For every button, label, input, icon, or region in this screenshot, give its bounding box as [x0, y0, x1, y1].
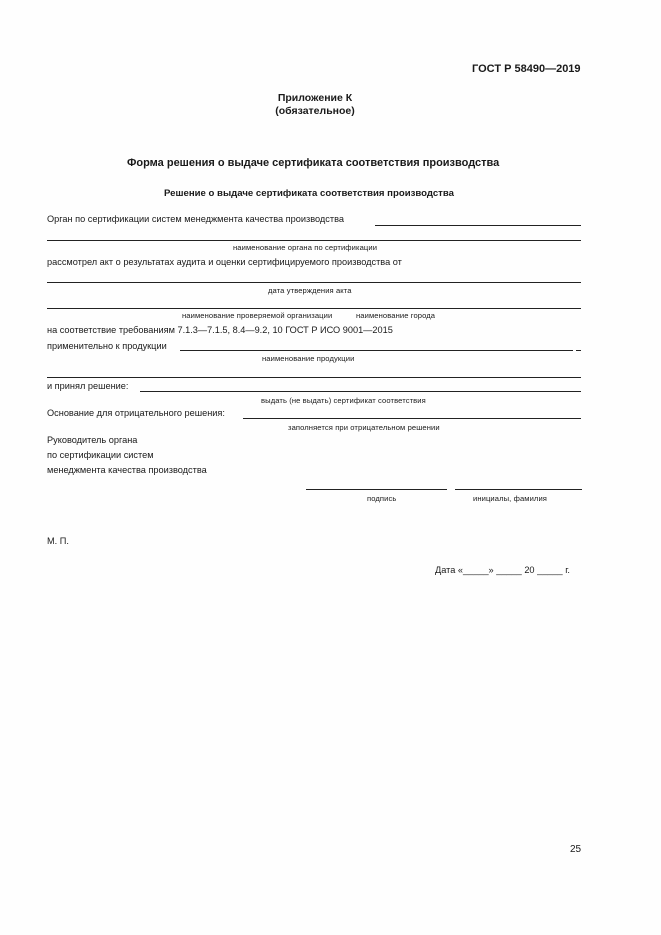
- caption-name: инициалы, фамилия: [473, 494, 548, 503]
- act-date-field[interactable]: [47, 282, 581, 283]
- caption-negative-reason: заполняется при отрицательном решении: [288, 423, 440, 432]
- form-subtitle: Решение о выдаче сертификата соответствия производства: [164, 188, 454, 199]
- caption-organization: наименование проверяемой организации: [182, 311, 333, 320]
- caption-signature: подпись: [367, 494, 397, 503]
- decision-label: и принял решение:: [47, 381, 129, 391]
- product-field-end: [576, 350, 581, 351]
- certification-body-label: Орган по сертификации систем менеджмента качества производства: [47, 214, 344, 224]
- certification-body-field-continued[interactable]: [47, 240, 581, 241]
- stamp-placeholder: М. П.: [47, 536, 69, 546]
- standard-number: ГОСТ Р 58490—2019: [472, 63, 581, 75]
- decision-field[interactable]: [140, 391, 581, 392]
- caption-certification-body: наименование органа по сертификации: [233, 243, 378, 252]
- caption-product: наименование продукции: [262, 354, 355, 363]
- appendix-subtitle: (обязательное): [275, 105, 355, 117]
- page-number: 25: [570, 844, 582, 855]
- caption-act-date: дата утверждения акта: [268, 286, 352, 295]
- product-field[interactable]: [180, 350, 573, 351]
- product-field-continued[interactable]: [47, 377, 581, 378]
- signer-line-1: Руководитель органа: [47, 435, 138, 445]
- signer-line-3: менеджмента качества производства: [47, 465, 207, 475]
- signer-line-2: по сертификации систем: [47, 450, 154, 460]
- form-title: Форма решения о выдаче сертификата соответствия производства: [127, 157, 500, 169]
- audit-act-label: рассмотрел акт о результатах аудита и оценки сертифицируемого производства от: [47, 257, 402, 267]
- organization-city-field[interactable]: [47, 308, 581, 309]
- signature-field[interactable]: [306, 489, 447, 490]
- date-field[interactable]: Дата «_____» _____ 20 _____ г.: [435, 565, 570, 575]
- negative-reason-field[interactable]: [243, 418, 581, 419]
- caption-city: наименование города: [356, 311, 436, 320]
- appendix-title: Приложение К: [277, 92, 353, 104]
- product-label: применительно к продукции: [47, 341, 167, 351]
- requirements-text: на соответствие требованиям 7.1.3—7.1.5, 8.4—9.2, 10 ГОСТ Р ИСО 9001—2015: [47, 325, 393, 335]
- negative-reason-label: Основание для отрицательного решения:: [47, 408, 225, 418]
- name-field[interactable]: [455, 489, 582, 490]
- caption-decision: выдать (не выдать) сертификат соответствия: [261, 396, 426, 405]
- certification-body-field[interactable]: [375, 225, 581, 226]
